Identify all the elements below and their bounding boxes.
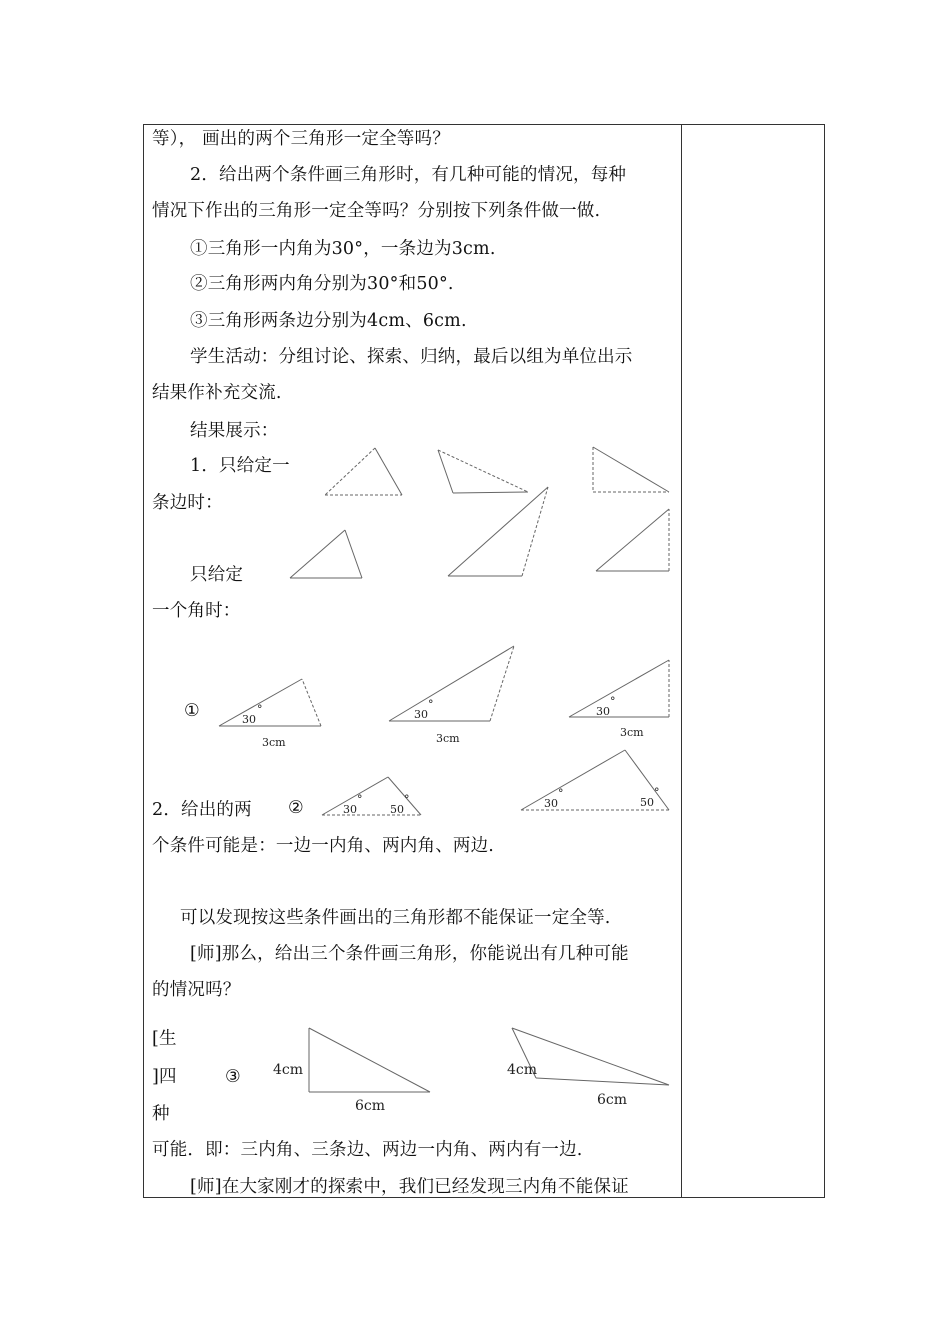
angle-label: 30 [544, 797, 558, 810]
angle-label: 50 [390, 803, 404, 816]
degree-mark: ° [428, 698, 434, 711]
text-line: 结果作补充交流. [152, 383, 282, 403]
text-line: 情况下作出的三角形一定全等吗？分别按下列条件做一做. [152, 201, 601, 221]
text-line: 个条件可能是：一边一内角、两内角、两边. [152, 836, 495, 856]
side-label: 3cm [262, 736, 286, 749]
text-line: 2．给出的两 [152, 800, 252, 820]
text-line: 种 [152, 1104, 170, 1124]
text-line: 可能．即：三内角、三条边、两边一内角、两内有一边. [152, 1140, 583, 1160]
circled-marker: ② [288, 798, 304, 818]
side-label: 3cm [436, 732, 460, 745]
angle-label: 30 [596, 705, 610, 718]
text-line: 学生活动：分组讨论、探索、归纳，最后以组为单位出示 [190, 347, 633, 367]
text-line: ①三角形一内角为30°，一条边为3cm. [190, 239, 496, 259]
side-label: 6cm [597, 1092, 628, 1108]
circled-marker: ① [184, 701, 200, 721]
text-line: ②三角形两内角分别为30°和50°. [190, 274, 454, 294]
text-line: 1．只给定一 [190, 456, 290, 476]
degree-mark: ° [558, 787, 564, 800]
side-label: 4cm [507, 1062, 538, 1078]
circled-marker: ③ [225, 1067, 241, 1087]
text-line: [生 [152, 1029, 177, 1049]
text-line: 的情况吗？ [152, 980, 241, 1000]
angle-label: 50 [640, 796, 654, 809]
text-line: 一个角时： [152, 601, 241, 621]
text-line: 条边时： [152, 493, 223, 513]
degree-mark: ° [357, 793, 363, 806]
side-label: 4cm [273, 1062, 304, 1078]
degree-mark: ° [654, 786, 660, 799]
side-label: 3cm [620, 726, 644, 739]
text-line: ]四 [152, 1067, 177, 1087]
degree-mark: ° [404, 793, 410, 806]
angle-label: 30 [343, 803, 357, 816]
degree-mark: ° [257, 703, 263, 716]
text-line: ③三角形两条边分别为4cm、6cm. [190, 311, 467, 331]
angle-label: 30 [242, 713, 256, 726]
text-line: 只给定 [190, 565, 244, 585]
angle-label: 30 [414, 708, 428, 721]
text-line: [师]在大家刚才的探索中，我们已经发现三内角不能保证 [190, 1177, 629, 1197]
text-line: 2．给出两个条件画三角形时，有几种可能的情况，每种 [190, 165, 627, 185]
table-column-divider [681, 124, 682, 1198]
text-line: 等）， 画出的两个三角形一定全等吗？ [152, 129, 450, 149]
text-line: 可以发现按这些条件画出的三角形都不能保证一定全等. [180, 908, 611, 928]
side-label: 6cm [355, 1098, 386, 1114]
text-line: [师]那么，给出三个条件画三角形，你能说出有几种可能 [190, 944, 629, 964]
text-line: 结果展示： [190, 421, 279, 441]
degree-mark: ° [610, 695, 616, 708]
